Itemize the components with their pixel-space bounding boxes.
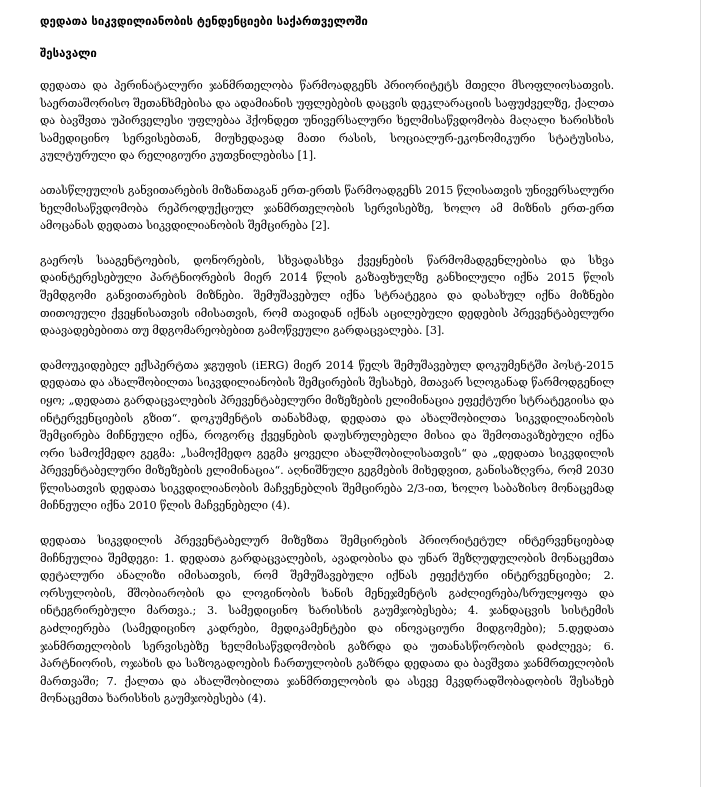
section-heading: შესავალი bbox=[40, 46, 97, 60]
paragraph-2: ათასწლეულის განვითარების მიზანთაგან ერთ-ერთს წარმოადგენს 2015 წლისათვის უნივერსალური ხელმისაწვდომობა რეპროდუქციულ ჯანმრთელობის სერვისებზე, ხოლო ამ მიზნის ერთ-ერთ ამოცანას დედათა სიკვდილიანობის შემცირება [2]. bbox=[40, 183, 614, 233]
paragraph-5: დედათა სიკვდილის პრევენტაბელურ მიზეზთა შემცირების პრიორიტეტულ ინტერვენციებად მიჩნეულია შემდეგი: 1. დედათა გარდაცვალების, ავადობისა და უნარ შეზღუდულობის მონაცემთა დეტალური ანალიზი იმისათვის, რომ შემუშავებული იქნას ეფექტური ინტერვენციები; 2. ორსულობის, მშობიარობის და ლოგინობის ხანის მენეჯმენტის გაძლიერება/სრულყოფა და ინტეგრირებული მართვა.; 3. სამედიცინო ხარისხის გაუმჯობესება; 4. ჯანდაცვის სისტემის გაძლიერება (სამედიცინო კადრები, მედიკამენტები და ინოვაციური მიდგომები); 5.დედათა ჯანმრთელობის სერვისებზე ხელმისაწვდომობის გაზრდა და უთანასწორობის დაძლევა; 6. პარტნიორის, ოჯახის და საზოგადოების ჩართულობის გაზრდა დედათა და ბავშვთა ჯანმრთელობის მართვაში; 7. ქალთა და ახალშობილთა ჯანმრთელობის და ასევე მკვდრადშობადობის შესახებ მონაცემთა ხარისხის გაუმჯობესება (4). bbox=[40, 534, 614, 706]
document-title: დედათა სიკვდილიანობის ტენდენციები საქართველოში bbox=[40, 14, 368, 28]
paragraph-3: გაეროს სააგენტოების, დონორების, სხვადასხვა ქვეყნების წარმომადგენლებისა და სხვა დაინტერესებული პარტნიორების მიერ 2014 წლის გაზაფხულზე განხილული იქნა 2015 წლის შემდგომი განვითარების მიზნები. შემუშავებულ იქნა სტრატეგია და დასახულ იქნა მიზნები თითოეული ქვეყნისათვის იმისათვის, რომ თავიდან იქნას აცილებული დედების პრევენტაბელური დაავადებებითა თუ მდგომარეობებით გამოწვეული გარდაცვალება. [3]. bbox=[40, 253, 614, 338]
paragraph-1: დედათა და პერინატალური ჯანმრთელობა წარმოადგენს პრიორიტეტს მთელი მსოფლიოსათვის. საერთაშორისო შეთანხმებისა და ადამიანის უფლებების დაცვის დეკლარაციის საფუძველზე, ქალთა და ბავშვთა უპირველესი უფლებაა ჰქონდეთ უნივერსალური ხელმისაწვდომობა მაღალი ხარისხის სამედიცინო სერვისებთან, მიუხედავად მათი რასის, სოციალურ-ეკონომიკური სტატუსისა, კულტურული და რელიგიური კუთვნილებისა [1]. bbox=[40, 79, 614, 163]
document-body bbox=[40, 13, 614, 725]
paragraph-4: დამოუკიდებელ ექსპერტთა ჯგუფის (iERG) მიერ 2014 წელს შემუშავებულ დოკუმენტში პოსტ-2015 დედათა და ახალშობილთა სიკვდილიანობის შემცირების შესახებ, მთავარ სლოგანად წარმოდგენილ იყო; „დედათა გარდაცვალების პრევენტაბელური მიზეზების ელიმინაცია ეფექტური სტრატეგიისა და ინტერვენციების გზით“. დოკუმენტის თანახმად, დედათა და ახალშობილთა სიკვდილიანობის შემცირება მიჩნეული იქნა, როგორც ქვეყნების დაუსრულებელი მისია და შემოთავაზებული იქნა ორი სამოქმედო გეგმა: „სამოქმედო გეგმა ყოველი ახალშობილისათვის“ და „დედათა სიკვდილის პრევენტაბელური მიზეზების ელიმინაცია“. აღნიშნული გეგმების მიხედვით, განისაზღვრა, რომ 2030 წლისათვის დედათა სიკვდილიანობის მაჩვენებლის შემცირება 2/3-ით, ხოლო საბაზისო მონაცემად მიჩნეული იქნა 2010 წლის მაჩვენებელი (4). bbox=[40, 358, 614, 513]
page-edge-divider bbox=[700, 0, 701, 787]
